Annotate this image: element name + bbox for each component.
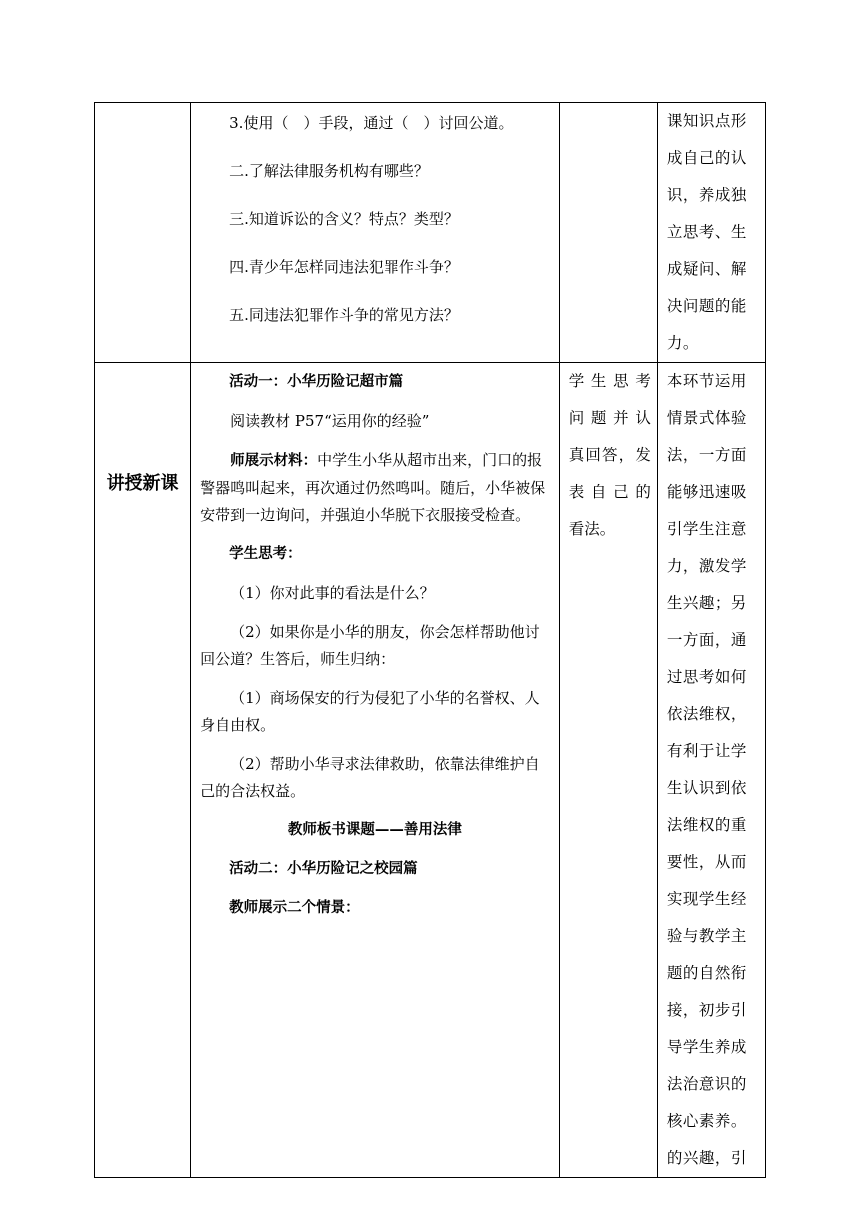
design-intent-line: 引学生注意 — [666, 520, 747, 538]
read-instruction: 阅读教材 P57“运用你的经验” — [230, 412, 430, 430]
student-activity-line: 表自己的 — [568, 483, 651, 501]
design-intent-cell — [657, 103, 765, 363]
table-row — [95, 103, 766, 363]
design-intent-line: 题的自然衔 — [666, 964, 747, 982]
lesson-plan-table — [94, 102, 766, 1178]
question-1: （1）你对此事的看法是什么？ — [230, 584, 435, 602]
design-intent-line: 能够迅速吸 — [666, 483, 747, 501]
question-item: 二.了解法律服务机构有哪些？ — [229, 162, 429, 180]
student-activity-cell — [559, 103, 657, 363]
design-intent-line: 的兴趣，引 — [666, 1149, 747, 1167]
design-intent-line: 依法维权， — [666, 705, 747, 723]
student-activity-line: 问题并认 — [568, 409, 651, 427]
section-cell — [95, 103, 191, 363]
design-intent-line: 立思考、生 — [666, 223, 747, 241]
material-text: 中学生小华从超市出来，门口的报警器鸣叫起来，再次通过仍然鸣叫。随后，小华被保安带到一边询问，并强迫小华脱下衣服接受检查。 — [200, 451, 546, 524]
content-cell — [191, 103, 560, 363]
design-intent-line: 有利于让学 — [666, 742, 747, 760]
content-cell — [191, 363, 560, 1178]
design-intent-line: 法治意识的 — [666, 1075, 747, 1093]
section-label: 讲授新课 — [106, 473, 179, 494]
design-intent-line: 力，激发学 — [666, 557, 747, 575]
design-intent-line: 要性，从而 — [666, 853, 747, 871]
design-intent-cell — [657, 363, 765, 1178]
board-title: 教师板书课题——善用法律 — [287, 822, 462, 838]
student-activity-line: 看法。 — [568, 520, 616, 538]
think-label: 学生思考： — [229, 546, 302, 562]
student-activity-line: 真回答，发 — [568, 446, 651, 464]
table-row — [95, 363, 766, 1178]
section-cell — [95, 363, 191, 1178]
activity2-title: 活动二：小华历险记之校园篇 — [229, 861, 418, 877]
design-intent-line: 情景式体验 — [666, 409, 747, 427]
design-intent-line: 成自己的认 — [666, 149, 747, 167]
design-intent-line: 力。 — [666, 334, 699, 352]
design-intent-line: 法，一方面 — [666, 446, 747, 464]
design-intent-line: 法维权的重 — [666, 816, 747, 834]
material-paragraph — [200, 447, 550, 529]
design-intent-line: 过思考如何 — [666, 668, 747, 686]
question-item: 三.知道诉讼的含义？特点？类型？ — [229, 210, 459, 228]
question-item: 五.同违法犯罪作斗争的常见方法？ — [229, 306, 459, 324]
design-intent-line: 生认识到依 — [666, 779, 747, 797]
material-label: 师展示材料： — [230, 453, 318, 469]
question-item: 3.使用（ ）手段，通过（ ）讨回公道。 — [229, 114, 514, 132]
design-intent-line: 识，养成独 — [666, 186, 747, 204]
design-intent-line: 决问题的能 — [666, 297, 747, 315]
answer-2: （2）帮助小华寻求法律救助，依靠法律维护自己的合法权益。 — [200, 755, 540, 800]
design-intent-line: 本环节运用 — [666, 372, 747, 390]
design-intent-line: 课知识点形 — [666, 112, 747, 130]
design-intent-line: 核心素养。 — [666, 1112, 747, 1130]
question-2: （2）如果你是小华的朋友，你会怎样帮助他讨回公道？生答后，师生归纳： — [200, 623, 540, 668]
design-intent-line: 接，初步引 — [666, 1001, 747, 1019]
design-intent-line: 导学生养成 — [666, 1038, 747, 1056]
design-intent-line: 实现学生经 — [666, 890, 747, 908]
scenes-label: 教师展示二个情景： — [229, 900, 360, 916]
design-intent-line: 生兴趣；另 — [666, 594, 747, 612]
student-activity-cell — [559, 363, 657, 1178]
design-intent-line: 一方面，通 — [666, 631, 747, 649]
activity1-title: 活动一：小华历险记超市篇 — [229, 374, 404, 390]
design-intent-line: 成疑问、解 — [666, 260, 747, 278]
design-intent-line: 验与教学主 — [666, 927, 747, 945]
question-item: 四.青少年怎样同违法犯罪作斗争？ — [229, 258, 459, 276]
student-activity-line: 学生思考 — [568, 372, 651, 390]
answer-1: （1）商场保安的行为侵犯了小华的名誉权、人身自由权。 — [200, 689, 540, 734]
